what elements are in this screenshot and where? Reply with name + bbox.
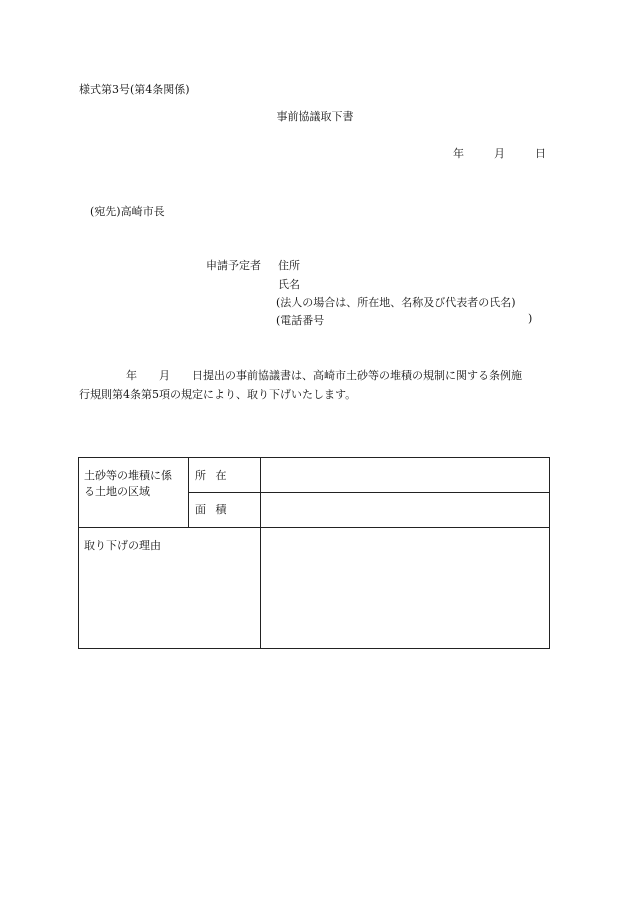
date-year-label: 年 <box>453 147 464 160</box>
form-number: 様式第3号(第4条関係) <box>79 83 190 96</box>
addressee: (宛先)高崎市長 <box>90 205 165 218</box>
reason-label: 取り下げの理由 <box>84 539 161 552</box>
area-label-line2: る土地の区域 <box>84 485 150 498</box>
applicant-label: 申請予定者 <box>206 259 261 272</box>
location-label: 所 在 <box>195 469 230 482</box>
body-line1-rest: 日提出の事前協議書は、高崎市土砂等の堆積の規制に関する条例施 <box>192 369 522 382</box>
date-line <box>453 145 546 161</box>
table-hline-2 <box>79 527 549 528</box>
phone-close-paren: ) <box>528 312 533 325</box>
body-month-label: 月 <box>159 369 170 382</box>
date-month-label: 月 <box>494 147 505 160</box>
table-vline-2 <box>260 458 261 648</box>
area-label-line1: 土砂等の堆積に係 <box>84 469 172 482</box>
document-title: 事前協議取下書 <box>276 110 354 123</box>
table-hline-1 <box>188 492 549 493</box>
area-size-label: 面 積 <box>195 503 230 516</box>
phone-label: (電話番号 <box>276 314 325 327</box>
withdrawal-table <box>78 457 550 649</box>
body-text-line1 <box>126 367 522 383</box>
address-label: 住所 <box>278 259 300 272</box>
body-text-line2: 行規則第4条第5項の規定により、取り下げいたします。 <box>79 388 357 401</box>
name-label: 氏名 <box>278 278 300 291</box>
body-year-label: 年 <box>126 369 137 382</box>
date-day-label: 日 <box>535 147 546 160</box>
corporation-note: (法人の場合は、所在地、名称及び代表者の氏名) <box>276 296 516 309</box>
